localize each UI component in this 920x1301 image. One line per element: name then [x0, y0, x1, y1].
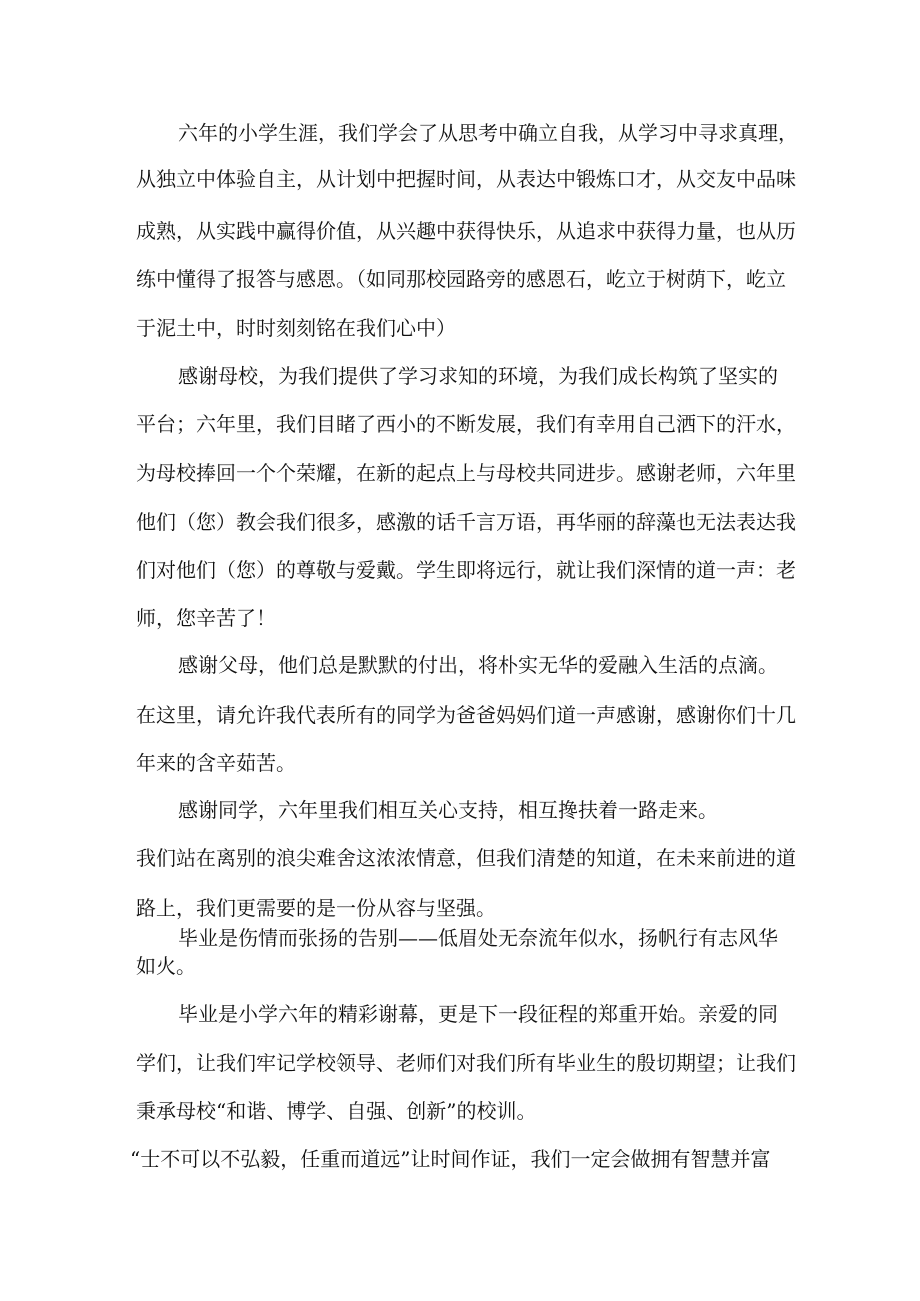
paragraph-3-line-1: 感谢父母，他们总是默默的付出，将朴实无华的爱融入生活的点滴。	[178, 653, 778, 677]
paragraph-2-line-4: 他们（您）教会我们很多，感激的话千言万语，再华丽的辞藻也无法表达我	[136, 510, 796, 534]
paragraph-2-line-5: 们对他们（您）的尊敬与爱戴。学生即将远行，就让我们深情的道一声：老	[136, 558, 796, 582]
paragraph-2-line-6: 师，您辛苦了！	[136, 606, 276, 630]
paragraph-2-line-1: 感谢母校，为我们提供了学习求知的环境，为我们成长构筑了坚实的	[178, 364, 778, 388]
paragraph-6-line-2: 学们，让我们牢记学校领导、老师们对我们所有毕业生的殷切期望；让我们	[136, 1051, 796, 1075]
paragraph-6-line-1: 毕业是小学六年的精彩谢幕，更是下一段征程的郑重开始。亲爱的同	[178, 1002, 778, 1026]
paragraph-5-line-2: 如火。	[136, 954, 196, 978]
paragraph-4-line-1: 感谢同学，六年里我们相互关心支持，相互搀扶着一路走来。	[178, 798, 718, 822]
paragraph-2-line-3: 为母校捧回一个个荣耀，在新的起点上与母校共同进步。感谢老师，六年里	[136, 461, 796, 485]
paragraph-4-line-2: 我们站在离别的浪尖难舍这浓浓情意，但我们清楚的知道，在未来前进的道	[136, 846, 796, 870]
paragraph-6-line-3: 秉承母校“和谐、博学、自强、创新”的校训。	[136, 1099, 537, 1123]
paragraph-1-line-5: 于泥土中，时时刻刻铭在我们心中）	[136, 316, 456, 340]
paragraph-4-line-3: 路上，我们更需要的是一份从容与坚强。	[136, 896, 496, 920]
paragraph-1-line-2: 从独立中体验自主，从计划中把握时间，从表达中锻炼口才，从交友中品味	[136, 167, 796, 191]
paragraph-5-line-1: 毕业是伤情而张扬的告别——低眉处无奈流年似水，扬帆行有志风华	[178, 926, 778, 950]
paragraph-7-line-1: “士不可以不弘毅，任重而道远”让时间作证，我们一定会做拥有智慧并富	[130, 1147, 771, 1171]
paragraph-3-line-3: 年来的含辛茹苦。	[136, 751, 296, 775]
paragraph-1-line-4: 练中懂得了报答与感恩。（如同那校园路旁的感恩石，屹立于树荫下，屹立	[136, 267, 786, 291]
paragraph-2-line-2: 平台；六年里，我们目睹了西小的不断发展，我们有幸用自己洒下的汗水，	[136, 412, 796, 436]
paragraph-1-line-1: 六年的小学生涯，我们学会了从思考中确立自我，从学习中寻求真理，	[178, 121, 798, 145]
paragraph-3-line-2: 在这里，请允许我代表所有的同学为爸爸妈妈们道一声感谢，感谢你们十几	[136, 703, 796, 727]
paragraph-1-line-3: 成熟，从实践中赢得价值，从兴趣中获得快乐，从追求中获得力量，也从历	[136, 219, 796, 243]
